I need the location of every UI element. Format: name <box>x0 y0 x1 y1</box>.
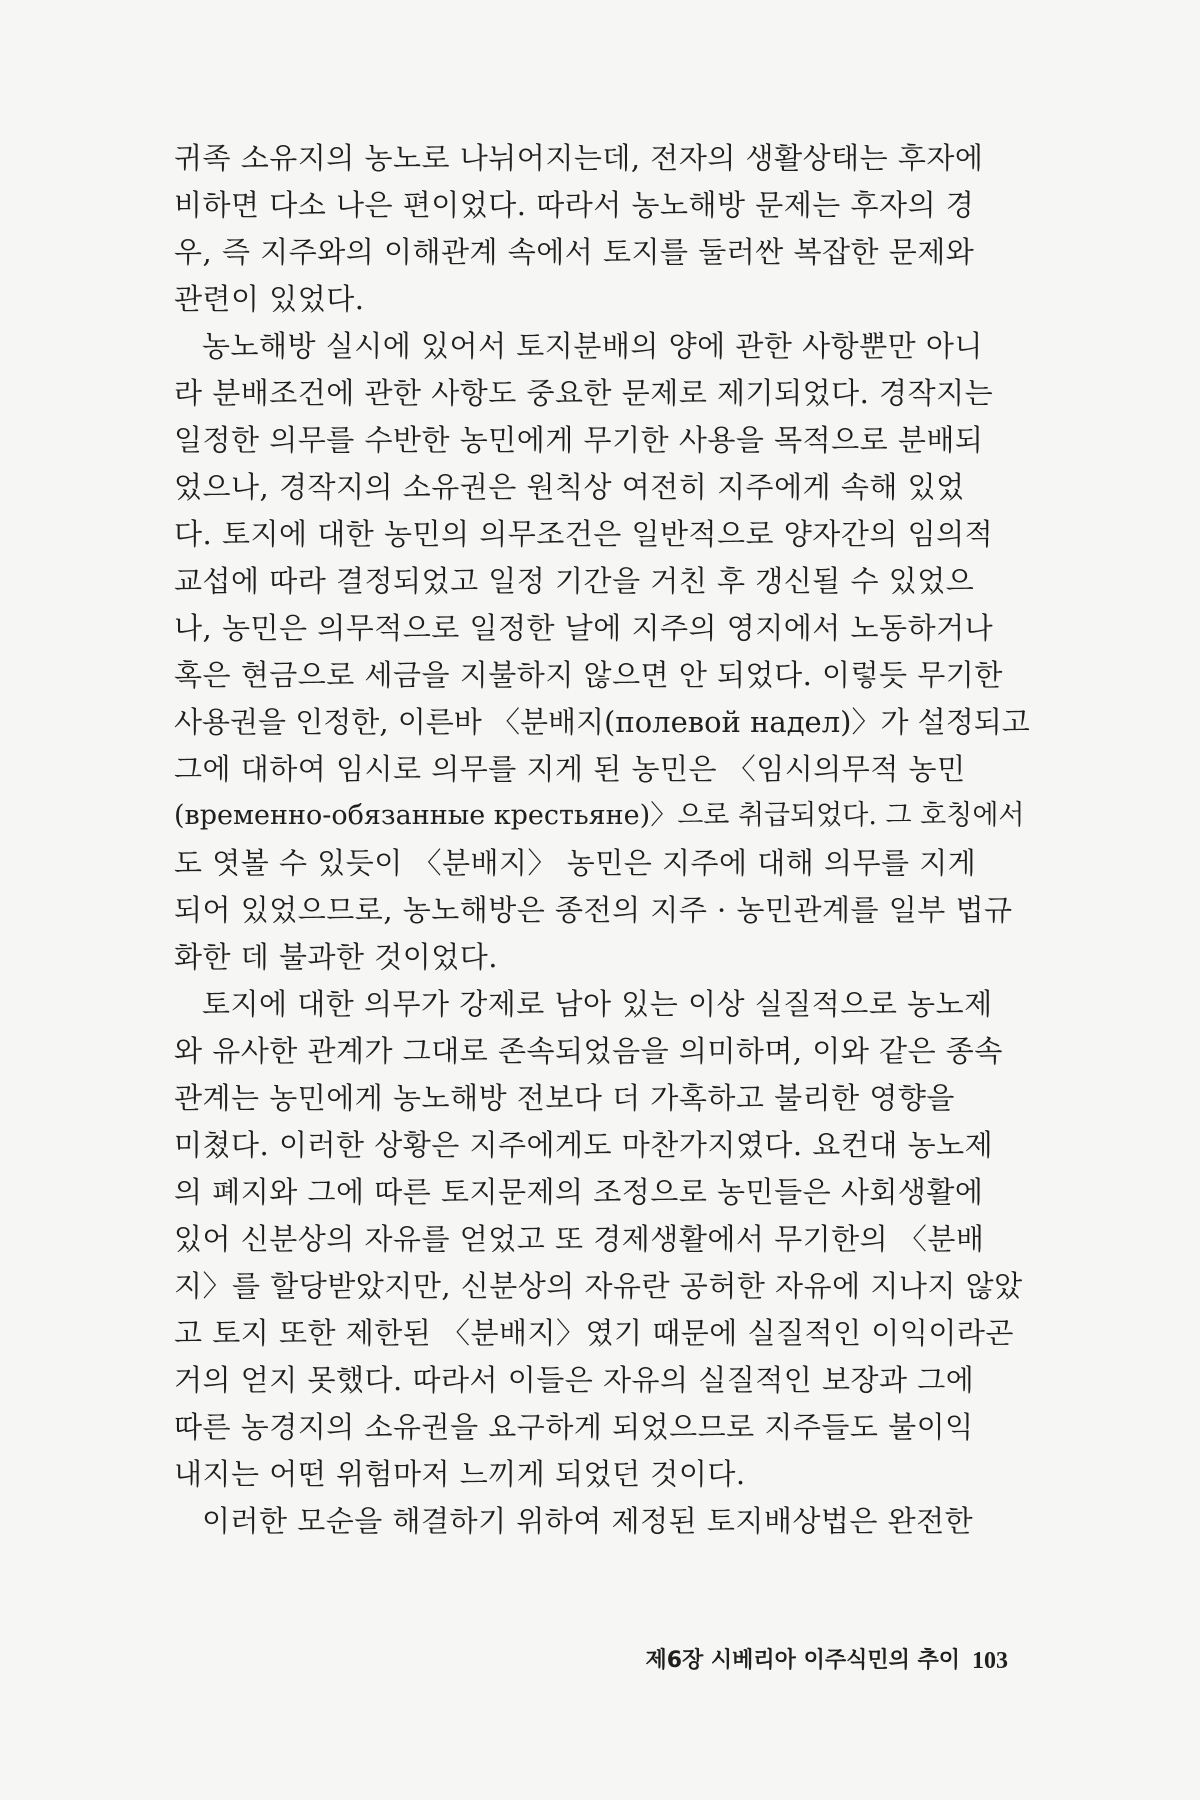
text-line: 고 토지 또한 제한된 〈분배지〉였기 때문에 실질적인 이익이라곤 <box>174 1316 1014 1350</box>
text-line: 교섭에 따라 결정되었고 일정 기간을 거친 후 갱신될 수 있었으 <box>174 564 975 598</box>
page-footer <box>0 1641 1200 1681</box>
running-head: 제6장 시베리아 이주식민의 추이 <box>645 1648 960 1673</box>
paragraph-start-line: 토지에 대한 의무가 강제로 남아 있는 이상 실질적으로 농노제 <box>202 987 993 1021</box>
text-line: 비하면 다소 나은 편이었다. 따라서 농노해방 문제는 후자의 경 <box>174 188 975 222</box>
text-line: 내지는 어떤 위험마저 느끼게 되었던 것이다. <box>174 1457 746 1491</box>
text-line: 그에 대하여 임시로 의무를 지게 된 농민은 〈임시의무적 농민 <box>174 752 966 786</box>
text-line: 관련이 있었다. <box>174 282 365 316</box>
text-line: 화한 데 불과한 것이었다. <box>174 940 499 974</box>
text-line: 었으나, 경작지의 소유권은 원칙상 여전히 지주에게 속해 있었 <box>174 470 965 504</box>
text-line: 사용권을 인정한, 이른바 〈분배지(полевой надел)〉가 설정되고 <box>174 705 1030 739</box>
text-line: 미쳤다. 이러한 상황은 지주에게도 마찬가지였다. 요컨대 농노제 <box>174 1128 994 1162</box>
text-line: 지〉를 할당받았지만, 신분상의 자유란 공허한 자유에 지나지 않았 <box>174 1269 1023 1303</box>
text-line: 거의 얻지 못했다. 따라서 이들은 자유의 실질적인 보장과 그에 <box>174 1363 975 1397</box>
paragraph-start-line: 이러한 모순을 해결하기 위하여 제정된 토지배상법은 완전한 <box>202 1504 974 1538</box>
text-line: 라 분배조건에 관한 사항도 중요한 문제로 제기되었다. 경작지는 <box>174 376 994 410</box>
text-line: 있어 신분상의 자유를 얻었고 또 경제생활에서 무기한의 〈분배 <box>174 1222 985 1256</box>
page-number: 103 <box>972 1648 1008 1674</box>
text-line: 의 폐지와 그에 따른 토지문제의 조정으로 농민들은 사회생활에 <box>174 1175 984 1209</box>
text-line: 되어 있었으므로, 농노해방은 종전의 지주 · 농민관계를 일부 법규 <box>174 893 1013 927</box>
text-line: 다. 토지에 대한 농민의 의무조건은 일반적으로 양자간의 임의적 <box>174 517 994 551</box>
text-line: 일정한 의무를 수반한 농민에게 무기한 사용을 목적으로 분배되 <box>174 423 984 457</box>
paragraph-start-line: 농노해방 실시에 있어서 토지분배의 양에 관한 사항뿐만 아니 <box>202 329 983 363</box>
text-line: 우, 즉 지주와의 이해관계 속에서 토지를 둘러싼 복잡한 문제와 <box>174 235 975 269</box>
text-line: (временно-обязанные крестьяне)〉으로 취급되었다. 그 호칭에서 <box>174 800 1025 831</box>
text-line: 혹은 현금으로 세금을 지불하지 않으면 안 되었다. 이렇듯 무기한 <box>174 658 1003 692</box>
text-line: 도 엿볼 수 있듯이 〈분배지〉 농민은 지주에 대해 의무를 지게 <box>174 846 977 880</box>
text-line: 귀족 소유지의 농노로 나뉘어지는데, 전자의 생활상태는 후자에 <box>174 141 984 175</box>
text-line: 관계는 농민에게 농노해방 전보다 더 가혹하고 불리한 영향을 <box>174 1081 955 1115</box>
text-line: 와 유사한 관계가 그대로 존속되었음을 의미하며, 이와 같은 종속 <box>174 1034 1003 1068</box>
text-line: 나, 농민은 의무적으로 일정한 날에 지주의 영지에서 노동하거나 <box>174 611 994 645</box>
text-line: 따른 농경지의 소유권을 요구하게 되었으므로 지주들도 불이익 <box>174 1410 974 1444</box>
